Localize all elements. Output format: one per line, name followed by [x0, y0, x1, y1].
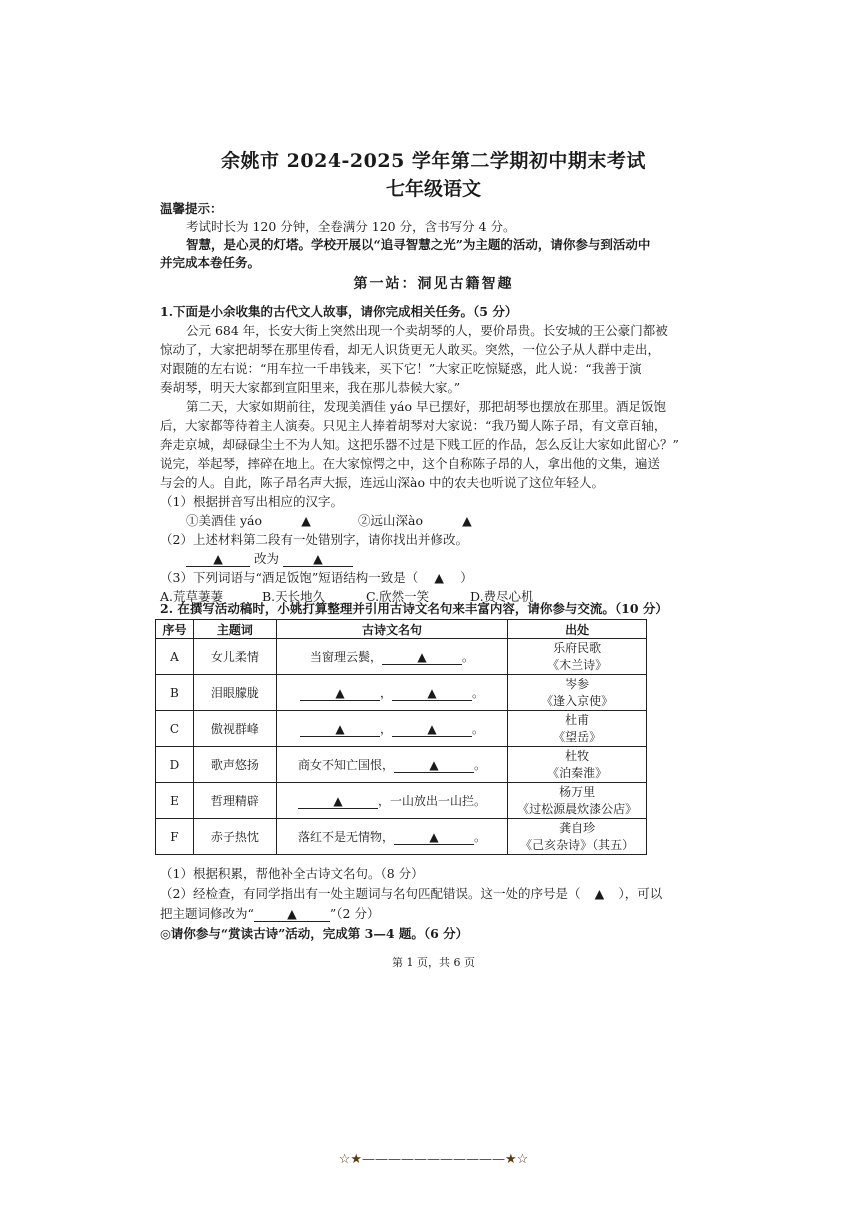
option-d: D.费尽心机 — [470, 589, 534, 604]
answer-blank[interactable]: ▲ — [394, 758, 474, 773]
row-verse: ▲ ， ▲ 。 — [276, 675, 508, 711]
answer-blank[interactable]: ▲ — [283, 551, 353, 567]
q2-sub-question-2 — [160, 884, 662, 902]
pinyin-item-b — [358, 511, 491, 529]
passage-line: 奏胡琴，明天大家都到宣阳里来，我在那儿恭候大家。” — [160, 380, 461, 395]
question-2-prompt: 2. 在撰写活动稿时，小姚打算整理并引用古诗文名句来丰富内容，请你参与交流。（10 分） — [160, 601, 668, 616]
passage-line: 说完，举起琴，摔碎在地上。在大家惊愕之中，这个自称陈子昂的人，拿出他的文集，遍送 — [160, 456, 661, 471]
passage-line: 对跟随的左右说：“用车拉一千串钱来，买下它！”大家正吃惊疑惑，此人说：“我善于演 — [160, 361, 642, 376]
q2-sub-question-2-cont — [160, 904, 379, 922]
column-header: 主题词 — [193, 620, 276, 639]
answer-marker[interactable]: ▲ — [434, 570, 445, 585]
answer-blank[interactable]: ▲ — [254, 906, 330, 922]
verse-text: 商女不知亡国恨， — [297, 758, 394, 772]
sub-question-2: （2）上述材料第二段有一处错别字，请你找出并修改。 — [160, 532, 468, 547]
row-id: A — [156, 639, 194, 675]
table-row — [156, 819, 647, 855]
row-source — [508, 747, 647, 783]
row-source — [508, 819, 647, 855]
passage-line: 奔走京城，却碌碌尘土不为人知。这把乐器不过是下贱工匠的作品，怎么反让大家如此留心？” — [160, 437, 679, 452]
exam-subject: 七年级语文 — [385, 178, 481, 200]
page-number: 第 1 页，共 6 页 — [392, 956, 475, 969]
row-id: C — [156, 711, 194, 747]
passage-line: 后，大家都等待着主人演奏。只见主人捧着胡琴对大家说：“我乃蜀人陈子昂，有文章百轴， — [160, 418, 667, 433]
option-a: A.荒草萋萋 — [160, 589, 224, 604]
passage-line: 公元 684 年，长安大街上突然出现一个卖胡琴的人，要价昂贵。长安城的王公豪门都被 — [186, 323, 668, 338]
table-header-row — [156, 620, 647, 639]
row-theme: 泪眼朦胧 — [193, 675, 276, 711]
sub-question-3 — [160, 568, 473, 586]
source-author: 龚自珍 — [559, 820, 596, 835]
source-title: 《过松源晨炊漆公店》 — [517, 801, 638, 816]
notice-line: 并完成本卷任务。 — [160, 255, 261, 270]
row-id: D — [156, 747, 194, 783]
poem-table — [155, 619, 647, 855]
row-source — [508, 675, 647, 711]
row-source — [508, 783, 647, 819]
row-source — [508, 639, 647, 675]
answer-marker[interactable]: ▲ — [462, 513, 472, 528]
source-author: 杜牧 — [565, 748, 590, 763]
row-id: B — [156, 675, 194, 711]
answer-blank[interactable]: ▲ — [392, 722, 472, 737]
pinyin-item-a — [186, 511, 330, 529]
sub-question-3-text: （3）下列词语与“酒足饭饱”短语结构一致是（ — [160, 570, 419, 585]
table-row — [156, 747, 647, 783]
source-title: 《己亥杂诗》（其五） — [520, 837, 635, 852]
pinyin-label: ②远山深ào — [358, 513, 423, 528]
q2-sub-question-2-text: ”（2 分） — [329, 906, 380, 921]
source-title: 《逢入京使》 — [541, 693, 614, 708]
row-verse: 落红不是无情物， ▲ 。 — [276, 819, 508, 855]
table-row — [156, 711, 647, 747]
passage-line: 第二天，大家如期前往，发现美酒佳 yáo 早已摆好，那把胡琴也摆放在那里。酒足饭饱 — [186, 399, 666, 414]
verse-text: 落红不是无情物， — [297, 830, 394, 844]
source-author: 杜甫 — [565, 712, 590, 727]
row-theme: 哲理精辟 — [193, 783, 276, 819]
answer-blank[interactable]: ▲ — [300, 686, 380, 701]
row-id: E — [156, 783, 194, 819]
sub-question-1: （1）根据拼音写出相应的汉字。 — [160, 494, 343, 509]
row-theme: 赤子热忱 — [193, 819, 276, 855]
source-author: 乐府民歌 — [553, 640, 602, 655]
verse-text: 当窗理云鬓， — [309, 650, 382, 664]
table-row — [156, 675, 647, 711]
answer-blank[interactable]: ▲ — [382, 650, 462, 665]
passage-line: 惊动了，大家把胡琴在那里传看，却无人识货更无人敢买。突然，一位公子从人群中走出， — [160, 342, 661, 357]
change-label: 改为 — [253, 551, 279, 566]
column-header: 出处 — [508, 620, 647, 639]
row-verse: ▲ ， ▲ 。 — [276, 711, 508, 747]
source-title: 《望岳》 — [553, 729, 602, 744]
row-theme: 歌声悠扬 — [193, 747, 276, 783]
source-author: 岑参 — [565, 676, 590, 691]
row-source — [508, 711, 647, 747]
exam-title: 余姚市 2024-2025 学年第二学期初中期末考试 — [221, 150, 646, 172]
verse-text: 一山放出一山拦。 — [390, 794, 487, 808]
option-c: C.欣然一笑 — [366, 589, 430, 604]
passage-line: 与会的人。自此，陈子昂名声大振，连远山深ào 中的农夫也听说了这位年轻人。 — [160, 475, 604, 490]
table-row — [156, 639, 647, 675]
notice-heading: 温馨提示： — [160, 201, 223, 216]
station-heading: 第一站：洞见古籍智趣 — [353, 276, 514, 292]
question-1-prompt: 1.下面是小余收集的古代文人故事，请你完成相关任务。（5 分） — [160, 304, 518, 319]
notice-line: 智慧，是心灵的灯塔。学校开展以“追寻智慧之光”为主题的活动，请你参与到活动中 — [186, 237, 651, 252]
answer-blank[interactable]: ▲ — [298, 794, 378, 809]
answer-blank[interactable]: ▲ — [300, 722, 380, 737]
row-verse: 当窗理云鬓， ▲ 。 — [276, 639, 508, 675]
notice-line: 考试时长为 120 分钟，全卷满分 120 分，含书写分 4 分。 — [186, 219, 516, 234]
correction-answer-line — [186, 549, 353, 567]
pinyin-label: ①美酒佳 yáo — [186, 513, 263, 528]
table-row — [156, 783, 647, 819]
column-header: 古诗文名句 — [276, 620, 508, 639]
source-author: 杨万里 — [559, 784, 596, 799]
option-b: B.天长地久 — [262, 589, 326, 604]
q2-sub-question-2-text: ），可以 — [618, 886, 663, 901]
q2-sub-question-1: （1）根据积累，帮他补全古诗文名句。（8 分） — [160, 866, 424, 881]
answer-marker[interactable]: ▲ — [301, 513, 311, 528]
row-theme: 女儿柔情 — [193, 639, 276, 675]
answer-blank[interactable]: ▲ — [392, 686, 472, 701]
answer-blank[interactable]: ▲ — [186, 551, 250, 567]
row-verse: ▲ ，一山放出一山拦。 — [276, 783, 508, 819]
row-id: F — [156, 819, 194, 855]
q2-sub-question-2-text: 把主题词修改为“ — [160, 906, 254, 921]
row-verse: 商女不知亡国恨， ▲ 。 — [276, 747, 508, 783]
answer-blank[interactable]: ▲ — [394, 830, 474, 845]
column-header: 序号 — [156, 620, 194, 639]
answer-marker[interactable]: ▲ — [594, 886, 605, 901]
bracket-close: ） — [460, 570, 473, 585]
activity-instruction: ◎请你参与“赏读古诗”活动，完成第 3—4 题。（6 分） — [160, 926, 469, 941]
source-title: 《泊秦淮》 — [547, 765, 608, 780]
source-title: 《木兰诗》 — [547, 657, 608, 672]
row-theme: 傲视群峰 — [193, 711, 276, 747]
decorative-divider: ☆★———————————★☆ — [338, 1152, 529, 1167]
q2-sub-question-2-text: （2）经检查，有同学指出有一处主题词与名句匹配错误。这一处的序号是（ — [160, 886, 581, 901]
